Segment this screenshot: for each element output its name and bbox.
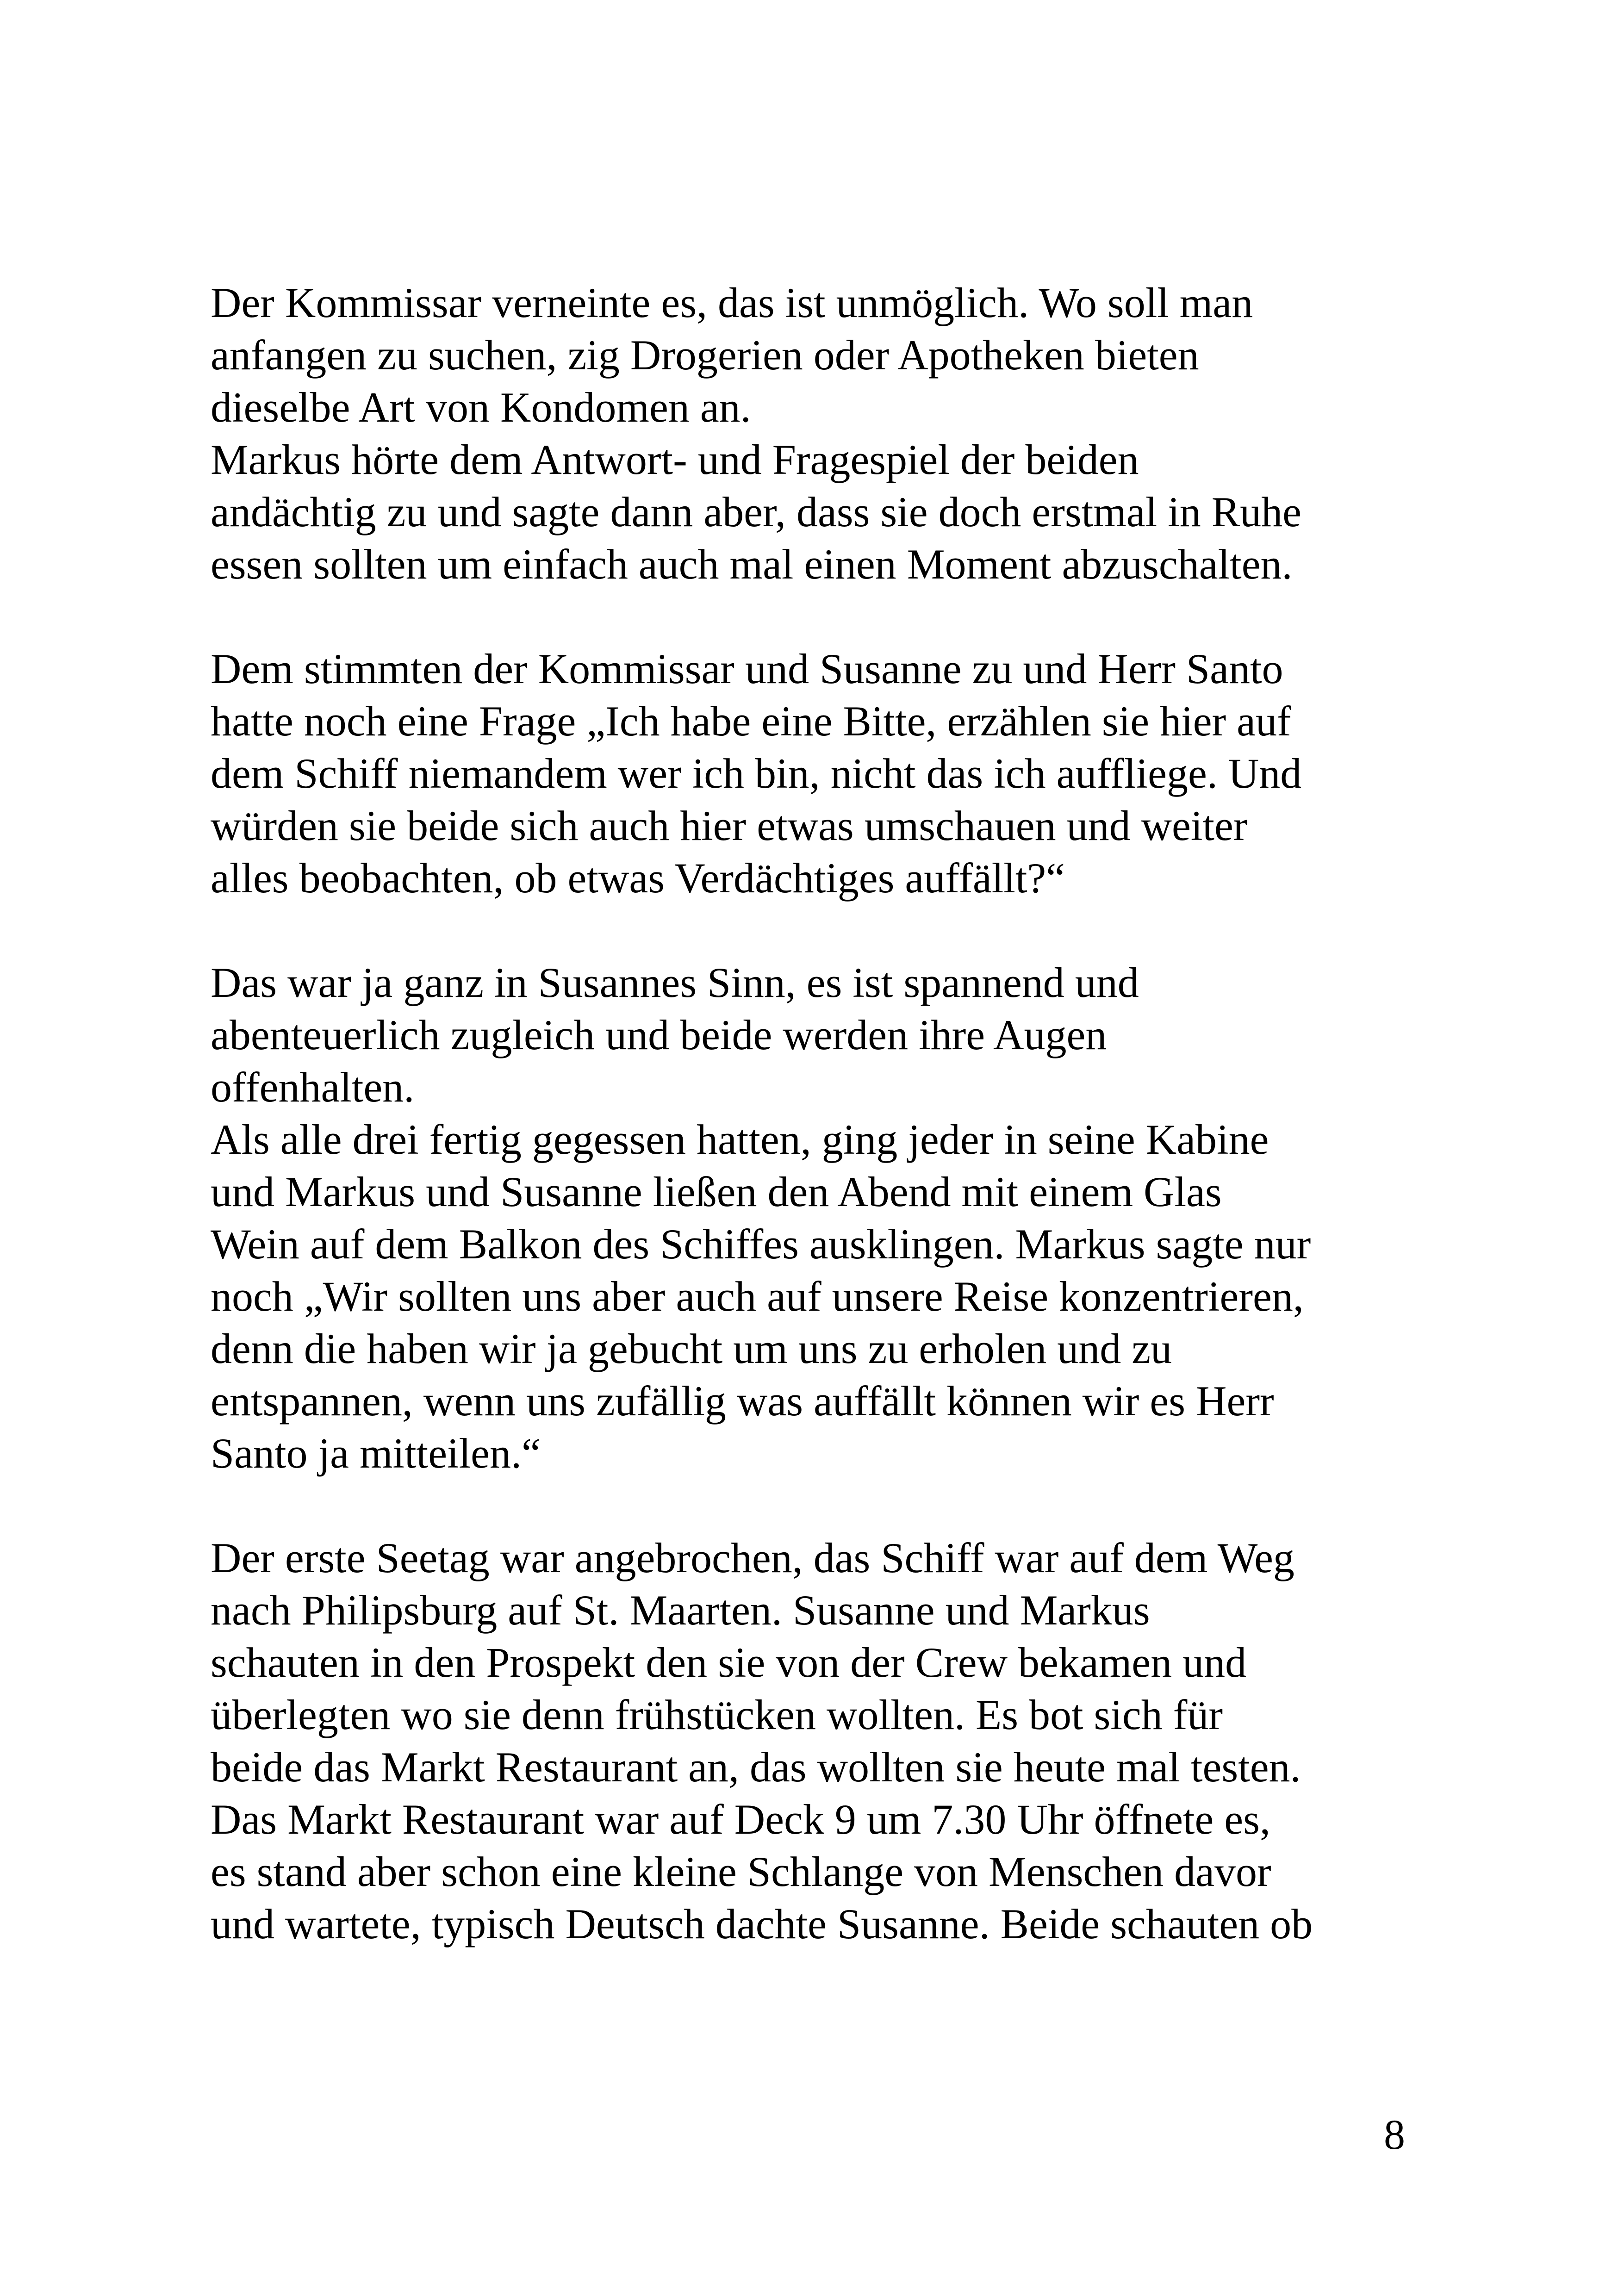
text-line: abenteuerlich zugleich und beide werden ihre Augen <box>211 1011 1107 1058</box>
text-line: offenhalten. <box>211 1064 415 1111</box>
paragraph-6 <box>211 1532 1506 1950</box>
text-line: beide das Markt Restaurant an, das wollten sie heute mal testen. <box>211 1743 1301 1791</box>
text-line: Der Kommissar verneinte es, das ist unmöglich. Wo soll man <box>211 279 1253 326</box>
text-line: alles beobachten, ob etwas Verdächtiges auffällt?“ <box>211 854 1065 902</box>
text-line: Markus hörte dem Antwort- und Fragespiel der beiden <box>211 436 1139 483</box>
paragraph-4 <box>211 957 1506 1114</box>
text-line: anfangen zu suchen, zig Drogerien oder Apotheken bieten <box>211 331 1199 379</box>
paragraph-gap <box>211 591 1506 643</box>
text-line: hatte noch eine Frage „Ich habe eine Bitte, erzählen sie hier auf <box>211 697 1291 745</box>
paragraph-3 <box>211 643 1506 904</box>
text-line: entspannen, wenn uns zufällig was auffällt können wir es Herr <box>211 1377 1274 1425</box>
page-number: 8 <box>1384 2111 1405 2158</box>
text-line: Dem stimmten der Kommissar und Susanne zu und Herr Santo <box>211 645 1283 692</box>
text-line: und wartete, typisch Deutsch dachte Susanne. Beide schauten ob <box>211 1900 1313 1948</box>
text-line: noch „Wir sollten uns aber auch auf unsere Reise konzentrieren, <box>211 1273 1304 1320</box>
text-line: schauten in den Prospekt den sie von der Crew bekamen und <box>211 1639 1247 1686</box>
body-text <box>211 277 1506 1950</box>
paragraph-gap <box>211 1480 1506 1532</box>
text-line: dem Schiff niemandem wer ich bin, nicht das ich auffliege. Und <box>211 750 1302 797</box>
text-line: andächtig zu und sagte dann aber, dass sie doch erstmal in Ruhe <box>211 488 1301 535</box>
paragraph-gap <box>211 904 1506 957</box>
text-line: Santo ja mitteilen.“ <box>211 1430 541 1477</box>
text-line: überlegten wo sie denn frühstücken wollten. Es bot sich für <box>211 1691 1223 1738</box>
text-line: es stand aber schon eine kleine Schlange von Menschen davor <box>211 1848 1271 1895</box>
paragraph-5 <box>211 1114 1506 1480</box>
text-line: würden sie beide sich auch hier etwas umschauen und weiter <box>211 802 1248 849</box>
text-line: und Markus und Susanne ließen den Abend mit einem Glas <box>211 1168 1222 1215</box>
text-line: essen sollten um einfach auch mal einen Moment abzuschalten. <box>211 541 1293 588</box>
text-line: Das Markt Restaurant war auf Deck 9 um 7.30 Uhr öffnete es, <box>211 1796 1270 1843</box>
text-line: Der erste Seetag war angebrochen, das Schiff war auf dem Weg <box>211 1534 1294 1581</box>
text-line: nach Philipsburg auf St. Maarten. Susanne und Markus <box>211 1587 1150 1634</box>
text-line: Wein auf dem Balkon des Schiffes ausklingen. Markus sagte nur <box>211 1220 1311 1268</box>
text-line: Als alle drei fertig gegessen hatten, ging jeder in seine Kabine <box>211 1116 1269 1163</box>
text-line: Das war ja ganz in Susannes Sinn, es ist spannend und <box>211 959 1139 1006</box>
text-line: denn die haben wir ja gebucht um uns zu erholen und zu <box>211 1325 1172 1372</box>
paragraph-2 <box>211 434 1506 591</box>
text-line: dieselbe Art von Kondomen an. <box>211 384 751 431</box>
paragraph-1 <box>211 277 1506 434</box>
